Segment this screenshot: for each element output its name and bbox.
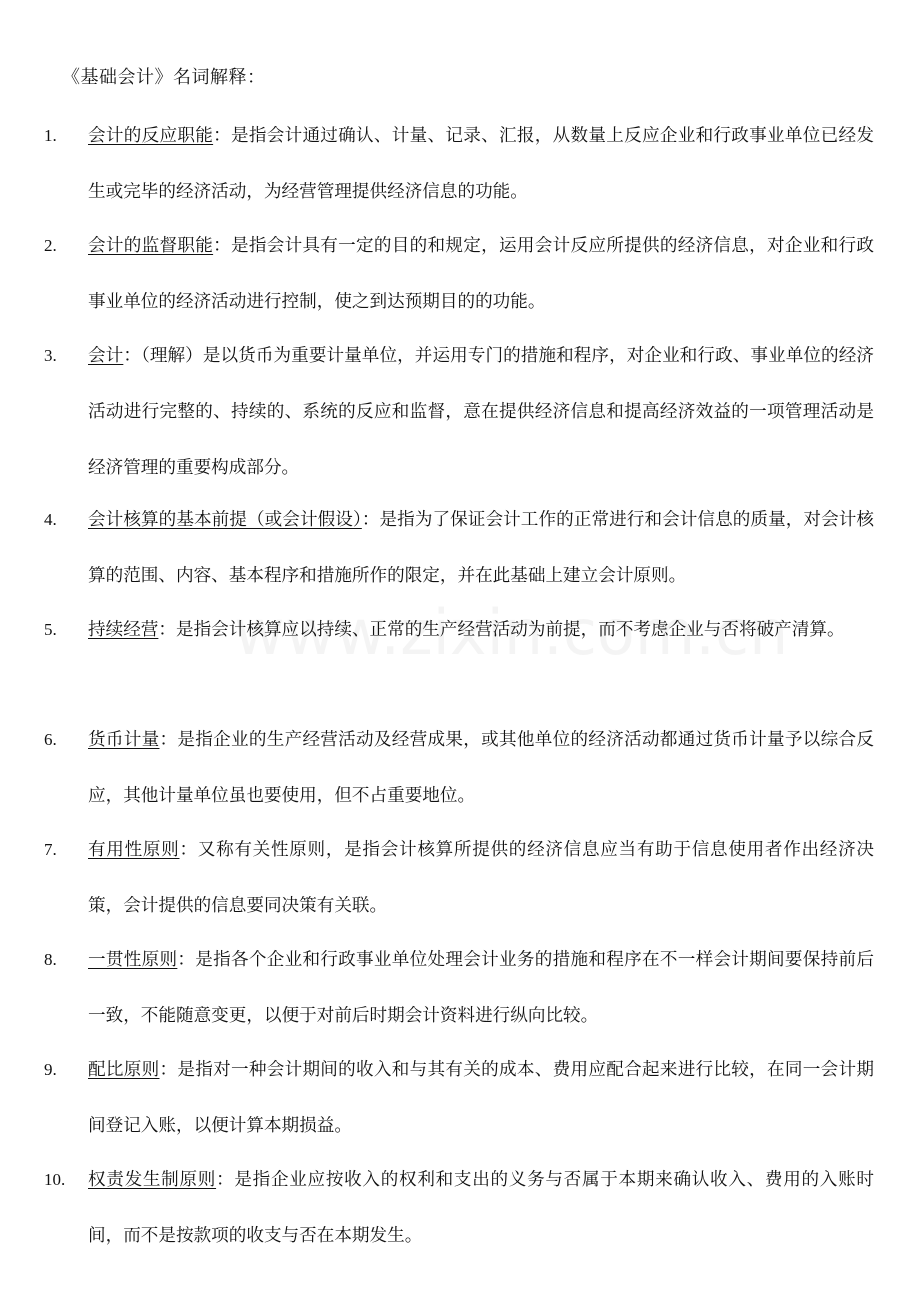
term-entry-1 xyxy=(44,124,874,220)
term-label: 会计 xyxy=(88,346,124,366)
definition-text: ：是指会计具有一定的目的和规定，运用会计反应所提供的经济信息，对企业和行政事业单位的经济活动进行控制，使之到达预期目的的功能。 xyxy=(88,236,874,312)
definition-text: ：是指各个企业和行政事业单位处理会计业务的措施和程序在不一样会计期间要保持前后一致，不能随意变更，以便于对前后时期会计资料进行纵向比较。 xyxy=(88,950,874,1026)
definition-text: ：是指企业的生产经营活动及经营成果，或其他单位的经济活动都通过货币计量予以综合反应，其他计量单位虽也要使用，但不占重要地位。 xyxy=(88,730,874,806)
term-label: 一贯性原则 xyxy=(88,950,178,970)
term-entry-4 xyxy=(44,508,874,604)
term-entry-7 xyxy=(44,838,874,934)
entry-body xyxy=(88,1152,874,1264)
entry-body xyxy=(88,602,874,658)
term-entry-5 xyxy=(44,618,874,658)
entry-number: 3. xyxy=(44,346,57,365)
term-label: 货币计量 xyxy=(88,730,160,750)
definition-text: ：是指会计核算应以持续、正常的生产经营活动为前提，而不考虑企业与否将破产清算。 xyxy=(158,620,845,640)
definition-text: ：（理解）是以货币为重要计量单位，并运用专门的措施和程序，对企业和行政、事业单位的经济活动进行完整的、持续的、系统的反应和监督，意在提供经济信息和提高经济效益的一项管理活动是经济管理的重要构成部分。 xyxy=(88,346,874,478)
entry-body xyxy=(88,712,874,824)
term-label: 会计的监督职能 xyxy=(88,236,214,256)
entry-body xyxy=(88,822,874,934)
entry-number: 7. xyxy=(44,840,57,859)
definition-text: ：是指为了保证会计工作的正常进行和会计信息的质量，对会计核算的范围、内容、基本程序和措施所作的限定，并在此基础上建立会计原则。 xyxy=(88,510,874,586)
term-entry-3 xyxy=(44,344,874,496)
term-label: 权责发生制原则 xyxy=(88,1170,217,1190)
term-label: 持续经营 xyxy=(88,620,159,640)
term-entry-10 xyxy=(44,1168,874,1264)
entry-body xyxy=(88,108,874,220)
definition-text: ：是指企业应按收入的权利和支出的义务与否属于本期来确认收入、费用的入账时间，而不是按款项的收支与否在本期发生。 xyxy=(88,1170,874,1246)
entry-body xyxy=(88,492,874,604)
entry-body xyxy=(88,932,874,1044)
entry-number: 8. xyxy=(44,950,57,969)
term-entry-8 xyxy=(44,948,874,1044)
entry-number: 9. xyxy=(44,1060,57,1079)
entry-body xyxy=(88,218,874,330)
page-title: 《基础会计》名词解释： xyxy=(62,67,266,88)
definition-text: ：是指会计通过确认、计量、记录、汇报，从数量上反应企业和行政事业单位已经发生或完毕的经济活动，为经营管理提供经济信息的功能。 xyxy=(88,126,874,202)
entry-number: 5. xyxy=(44,620,57,639)
entry-number: 10. xyxy=(44,1170,66,1189)
entry-body xyxy=(88,1042,874,1154)
definition-text: ：是指对一种会计期间的收入和与其有关的成本、费用应配合起来进行比较，在同一会计期间登记入账，以便计算本期损益。 xyxy=(88,1060,874,1136)
term-label: 配比原则 xyxy=(88,1060,160,1080)
term-label: 会计的反应职能 xyxy=(88,126,214,146)
term-entry-9 xyxy=(44,1058,874,1154)
term-label: 有用性原则 xyxy=(88,840,180,860)
term-label: 会计核算的基本前提（或会计假设） xyxy=(88,510,362,530)
entry-number: 4. xyxy=(44,510,57,529)
definition-text: ：又称有关性原则，是指会计核算所提供的经济信息应当有助于信息使用者作出经济决策，会计提供的信息要同决策有关联。 xyxy=(88,840,874,916)
term-entry-2 xyxy=(44,234,874,330)
entry-body xyxy=(88,328,874,496)
term-entry-6 xyxy=(44,728,874,824)
entry-number: 2. xyxy=(44,236,57,255)
entry-number: 1. xyxy=(44,126,57,145)
entry-number: 6. xyxy=(44,730,57,749)
